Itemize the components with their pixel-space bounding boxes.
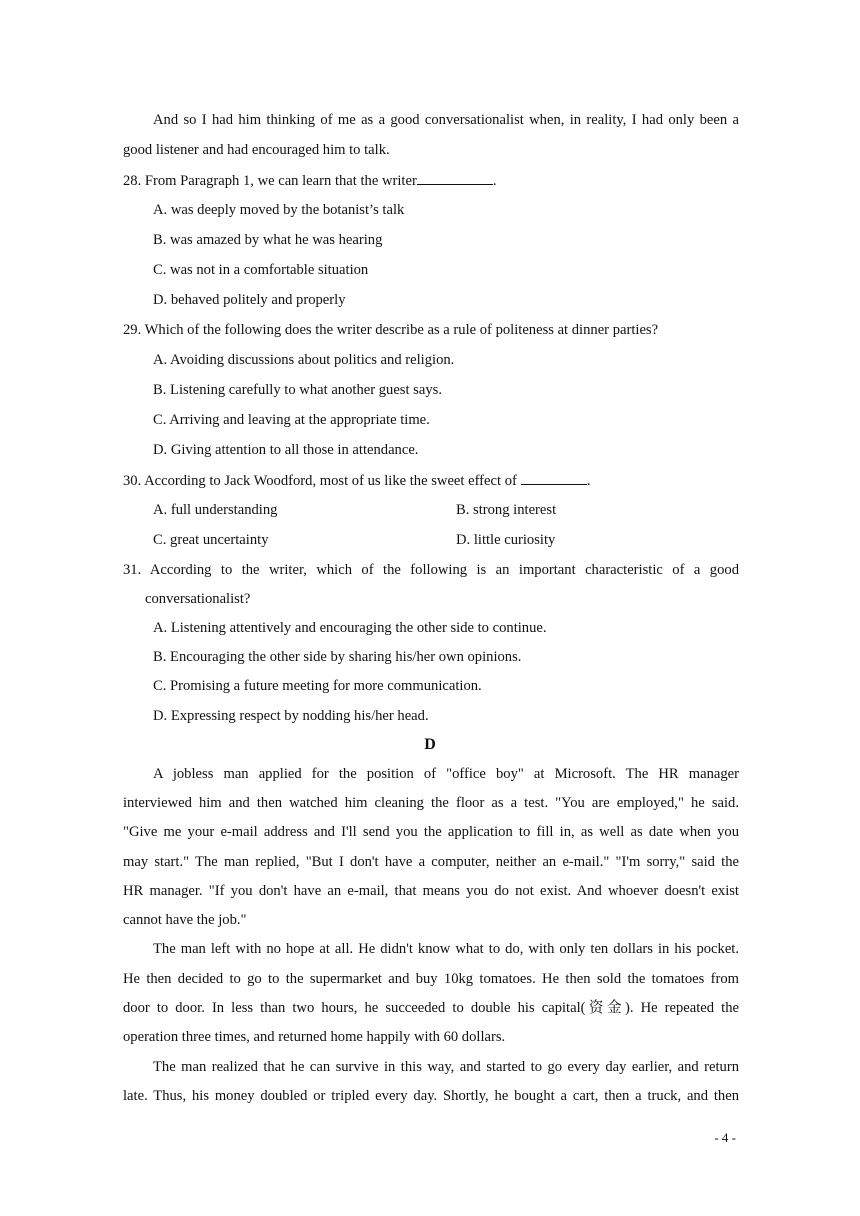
question-29-stem: 29. Which of the following does the writer describe as a rule of politeness at dinner parties?	[123, 322, 659, 338]
answer-blank	[417, 170, 493, 185]
passage-line: "Give me your e-mail address and I'll send you the application to fill in, as well as date when you	[123, 824, 739, 840]
option-a: A. Avoiding discussions about politics and religion.	[153, 352, 455, 368]
option-b: B. was amazed by what he was hearing	[153, 232, 383, 248]
option-b: B. strong interest	[456, 502, 557, 518]
passage-line: A jobless man applied for the position of "office boy" at Microsoft. The HR manager	[153, 766, 739, 782]
paragraph-line: good listener and had encouraged him to talk.	[123, 142, 390, 158]
passage-line: interviewed him and then watched him cleaning the floor as a test. "You are employed," he said.	[123, 795, 739, 811]
option-c: C. Arriving and leaving at the appropriate time.	[153, 412, 430, 428]
passage-line: door to door. In less than two hours, he succeeded to double his capital(资金). He repeated the	[123, 1000, 739, 1016]
option-b: B. Encouraging the other side by sharing his/her own opinions.	[153, 649, 522, 665]
option-d: D. Expressing respect by nodding his/her head.	[153, 708, 429, 724]
question-31-stem-continued: conversationalist?	[145, 591, 251, 607]
option-b: B. Listening carefully to what another guest says.	[153, 382, 442, 398]
passage-line: The man realized that he can survive in this way, and started to go every day earlier, and return	[153, 1059, 739, 1075]
paragraph-line: And so I had him thinking of me as a good conversationalist when, in reality, I had only been a	[153, 112, 739, 128]
option-a: A. Listening attentively and encouraging the other side to continue.	[153, 620, 547, 636]
option-a: A. was deeply moved by the botanist’s talk	[153, 202, 405, 218]
answer-blank	[521, 470, 587, 485]
question-28-stem: 28. From Paragraph 1, we can learn that the writer .	[123, 170, 739, 191]
passage-line: cannot have the job."	[123, 912, 247, 928]
page-number: - 4 -	[714, 1130, 736, 1145]
option-c: C. was not in a comfortable situation	[153, 262, 369, 278]
option-d: D. behaved politely and properly	[153, 292, 346, 308]
option-c: C. Promising a future meeting for more communication.	[153, 678, 482, 694]
passage-line: may start." The man replied, "But I don't have a computer, neither an e-mail." "I'm sorry," said the	[123, 854, 739, 870]
passage-line: HR manager. "If you don't have an e-mail, that means you do not exist. And whoever doesn't exist	[123, 883, 739, 899]
passage-line: He then decided to go to the supermarket and buy 10kg tomatoes. He then sold the tomatoes from	[123, 971, 739, 987]
question-31-stem: 31. According to the writer, which of the following is an important characteristic of a good	[123, 562, 739, 578]
option-a: A. full understanding	[153, 502, 278, 518]
passage-line: late. Thus, his money doubled or tripled every day. Shortly, he bought a cart, then a truck, and then	[123, 1088, 739, 1104]
question-30-stem: 30. According to Jack Woodford, most of us like the sweet effect of .	[123, 470, 739, 491]
passage-line: operation three times, and returned home happily with 60 dollars.	[123, 1029, 506, 1045]
option-d: D. Giving attention to all those in attendance.	[153, 442, 419, 458]
passage-line: The man left with no hope at all. He didn't know what to do, with only ten dollars in his pocket.	[153, 941, 739, 957]
option-c: C. great uncertainty	[153, 532, 269, 548]
option-d: D. little curiosity	[456, 532, 556, 548]
section-heading: D	[424, 736, 436, 753]
